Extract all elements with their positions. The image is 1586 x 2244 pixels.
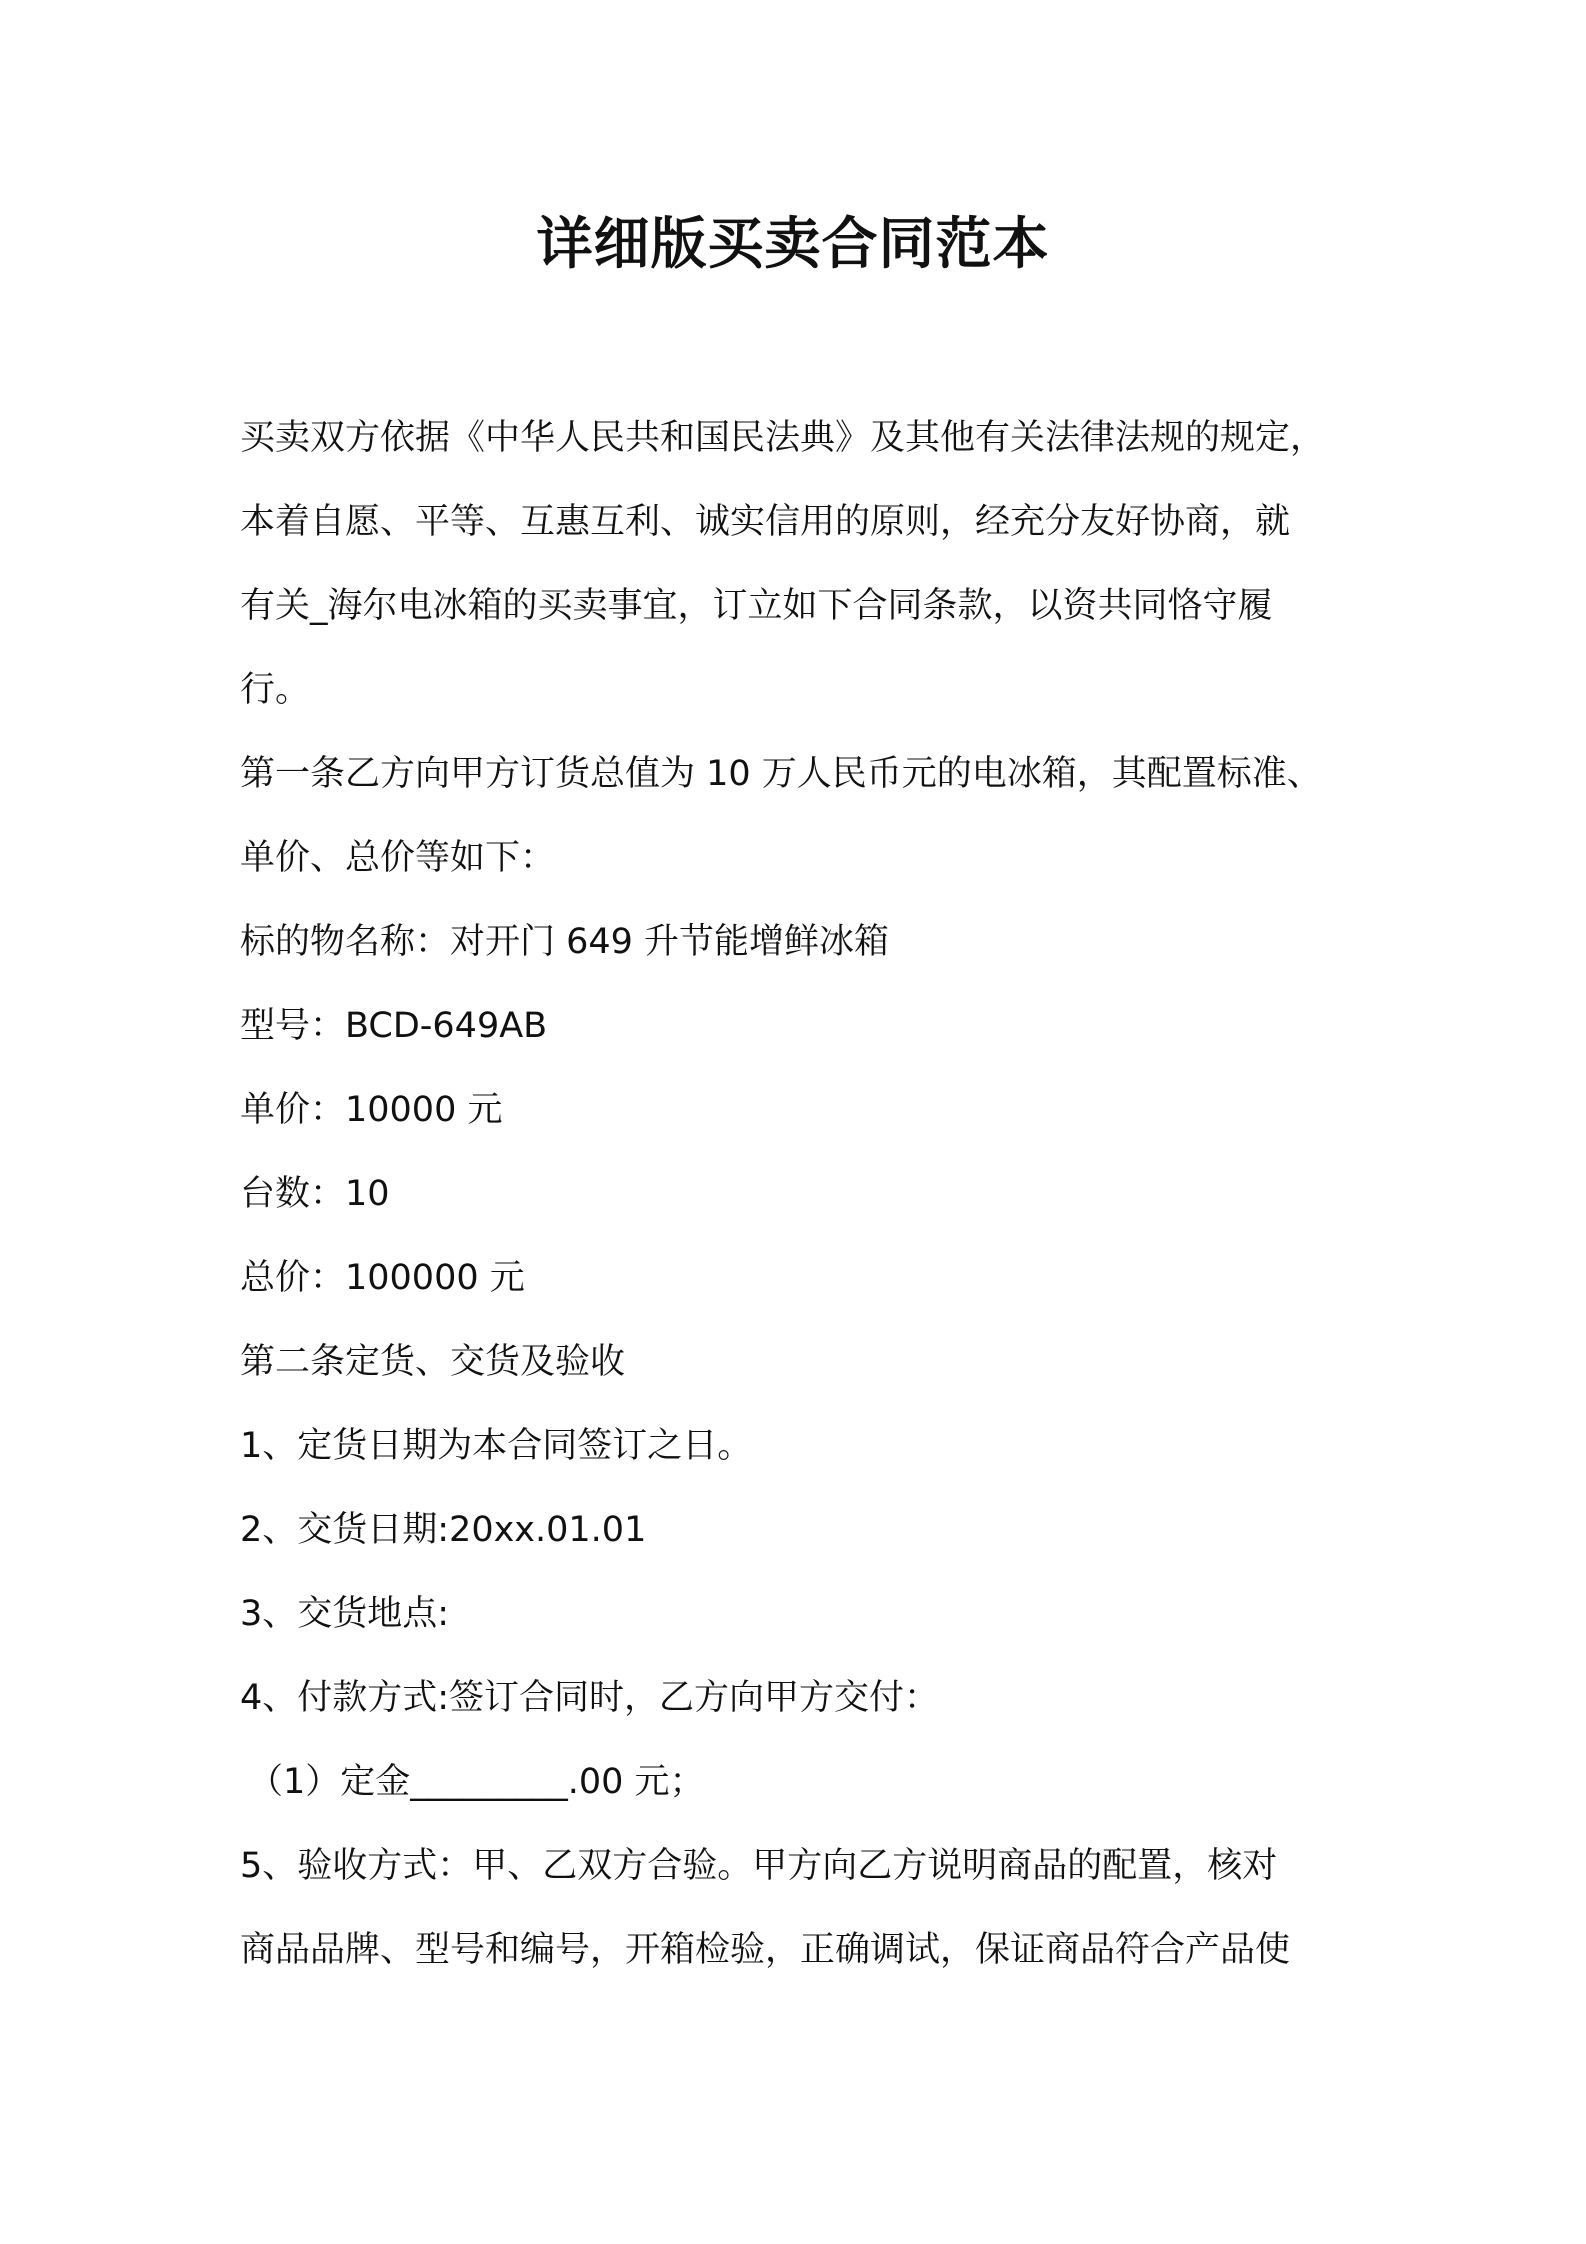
item-quantity: 台数：10 <box>240 1174 390 1214</box>
document-body <box>240 396 1380 1992</box>
clause-4: 4、付款方式:签订合同时，乙方向甲方交付： <box>240 1678 940 1718</box>
clause-1: 1、定货日期为本合同签订之日。 <box>240 1426 753 1466</box>
document-title: 详细版买卖合同范本 <box>536 212 1050 277</box>
article-one-line: 单价、总价等如下： <box>240 838 556 878</box>
clause-2: 2、交货日期:20xx.01.01 <box>240 1510 647 1550</box>
article-two-heading: 第二条定货、交货及验收 <box>240 1342 626 1382</box>
clause-5-continued: 商品品牌、型号和编号，开箱检验，正确调试，保证商品符合产品使 <box>240 1930 1291 1970</box>
clause-3: 3、交货地点: <box>240 1594 450 1634</box>
clause-4-sub-1: （1）定金_________.00 元； <box>248 1762 705 1802</box>
paragraph-line: 买卖双方依据《中华人民共和国民法典》及其他有关法律法规的规定， <box>240 418 1326 458</box>
item-name: 标的物名称：对开门 649 升节能增鲜冰箱 <box>240 922 890 962</box>
item-unit-price: 单价：10000 元 <box>240 1090 503 1130</box>
paragraph-line: 本着自愿、平等、互惠互利、诚实信用的原则，经充分友好协商，就 <box>240 502 1291 542</box>
article-one-line: 第一条乙方向甲方订货总值为 10 万人民币元的电冰箱，其配置标准、 <box>240 754 1322 794</box>
paragraph-line: 行。 <box>240 670 311 710</box>
item-model: 型号：BCD-649AB <box>240 1006 548 1046</box>
paragraph-line: 有关_海尔电冰箱的买卖事宜，订立如下合同条款，以资共同恪守履 <box>240 586 1273 626</box>
item-total-price: 总价：100000 元 <box>240 1258 525 1298</box>
clause-5: 5、验收方式：甲、乙双方合验。甲方向乙方说明商品的配置，核对 <box>240 1846 1278 1886</box>
